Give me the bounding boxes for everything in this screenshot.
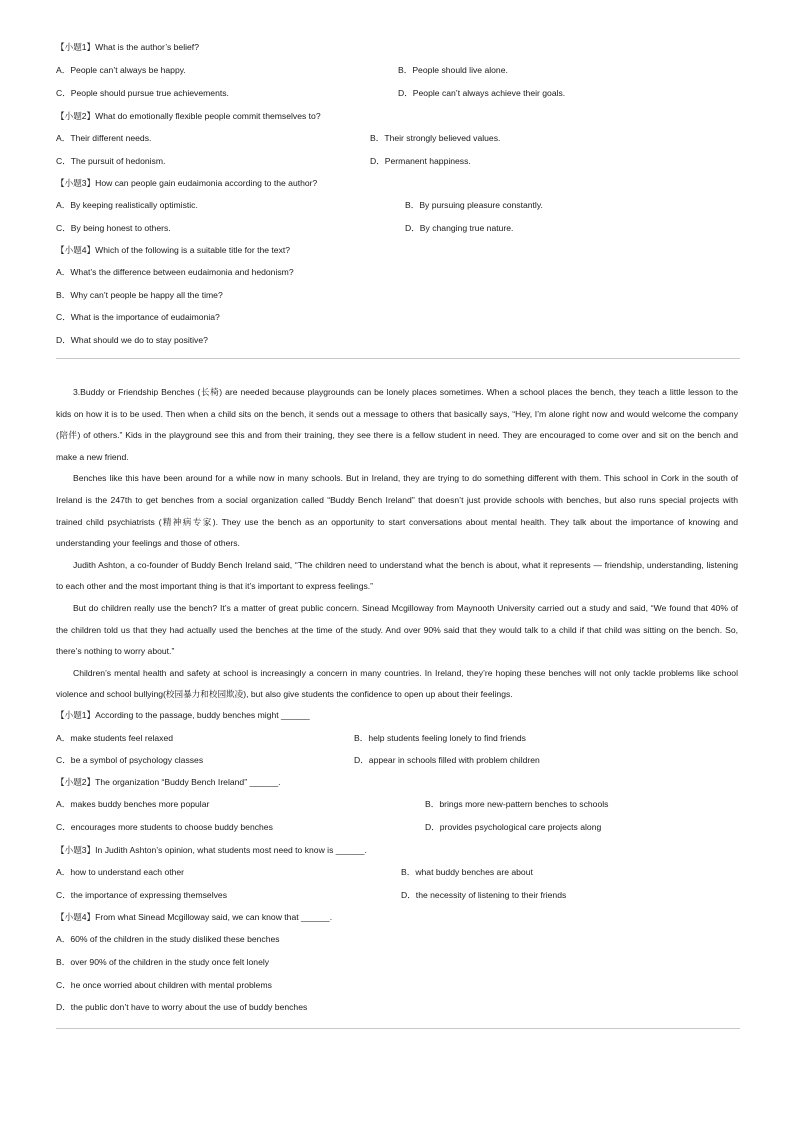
option-a: A．By keeping realistically optimistic.: [56, 200, 198, 210]
option-d: D．What should we do to stay positive?: [56, 335, 208, 345]
question-2-3: 【小题3】In Judith Ashton’s opinion, what students most need to know is ______.: [56, 845, 367, 855]
option-d: D．People can’t always achieve their goals.: [398, 88, 566, 98]
option-a: A．60% of the children in the study disliked these benches: [56, 934, 280, 944]
option-d: D．Permanent happiness.: [370, 156, 471, 166]
option-a: A．People can’t always be happy.: [56, 65, 186, 75]
option-c: C．People should pursue true achievements.: [56, 88, 229, 98]
option-c: C．encourages more students to choose buddy benches: [56, 822, 273, 832]
option-b: B．over 90% of the children in the study once felt lonely: [56, 957, 270, 967]
question-2-4: 【小题4】From what Sinead Mcgilloway said, we can know that ______.: [56, 912, 333, 922]
section-divider: [56, 1028, 740, 1029]
option-c: C．By being honest to others.: [56, 223, 171, 233]
option-b: B．brings more new-pattern benches to schools: [425, 799, 609, 809]
option-d: D．By changing true nature.: [405, 223, 514, 233]
section-divider: [56, 358, 740, 359]
option-d: D．provides psychological care projects along: [425, 822, 602, 832]
option-c: C．be a symbol of psychology classes: [56, 755, 204, 765]
option-b: B．Their strongly believed values.: [370, 133, 501, 143]
question-2-1: 【小题1】According to the passage, buddy benches might ______: [56, 710, 310, 720]
option-c: C．the importance of expressing themselves: [56, 890, 227, 900]
passage-paragraph: Benches like this have been around for a while now in many schools. But in Ireland, they are trying to do something different with them. This school in Cork in the south of Ireland is the 247th to get benches from a social organization called “Buddy Bench Ireland” that doesn’t just provide schools with benches, but also runs special projects with trained child psychiatrists (精神病专家). They use the bench as an opportunity to start conversations about mental health. They talk about the importance of knowing and understanding your feelings and those of others.: [56, 473, 738, 549]
passage-paragraph: Judith Ashton, a co-founder of Buddy Bench Ireland said, “The children need to understand what the bench is about, what it represents — friendship, understanding, listening to each other and the most important thing is that it’s important to express feelings.”: [56, 559, 738, 592]
option-d: D．the necessity of listening to their friends: [401, 890, 567, 900]
option-c: C．he once worried about children with mental problems: [56, 980, 272, 990]
question-1-4: 【小题4】Which of the following is a suitable title for the text?: [56, 245, 291, 255]
option-a: A．makes buddy benches more popular: [56, 799, 210, 809]
option-a: A．make students feel relaxed: [56, 733, 174, 743]
option-b: B．what buddy benches are about: [401, 867, 533, 877]
passage-3: [56, 382, 738, 706]
option-d: D．the public don’t have to worry about the use of buddy benches: [56, 1002, 308, 1012]
question-1-3: 【小题3】How can people gain eudaimonia according to the author?: [56, 178, 318, 188]
option-a: A．What’s the difference between eudaimonia and hedonism?: [56, 267, 294, 277]
option-b: B．help students feeling lonely to find friends: [354, 733, 526, 743]
question-1-1: 【小题1】What is the author’s belief?: [56, 42, 199, 52]
passage-paragraph: 3.Buddy or Friendship Benches (长椅) are needed because playgrounds can be lonely places sometimes. When a school places the bench, they teach a little lesson to the kids on how it is to be used. Then when a child sits on the bench, it sends out a message to others that basically says, “Hey, I’m alone right now and would welcome the company (陪伴) of others.” Kids in the playground see this and from their training, they see there is a fellow student in need. They are encouraged to come over and sit on the bench and make a new friend.: [56, 387, 738, 462]
option-b: B．By pursuing pleasure constantly.: [405, 200, 543, 210]
option-d: D．appear in schools filled with problem children: [354, 755, 540, 765]
option-b: B．People should live alone.: [398, 65, 508, 75]
question-2-2: 【小题2】The organization “Buddy Bench Ireland” ______.: [56, 777, 281, 787]
option-c: C．The pursuit of hedonism.: [56, 156, 166, 166]
passage-paragraph: Children’s mental health and safety at school is increasingly a concern in many countries. In Ireland, they’re hoping these benches will not only tackle problems like school violence and school bullying(校园暴力和校园欺凌), but also give students the confidence to open up about their feelings.: [56, 667, 738, 700]
passage-paragraph: But do children really use the bench? It’s a matter of great public concern. Sinead Mcgilloway from Maynooth University carried out a study and said, “We found that 40% of the children told us that they had actually used the benches at the time of the study. And over 90% said that they would talk to a child if that child was sitting on the bench. So, there’s nothing to worry about.”: [56, 602, 738, 657]
option-a: A．how to understand each other: [56, 867, 185, 877]
option-c: C．What is the importance of eudaimonia?: [56, 312, 220, 322]
option-b: B．Why can’t people be happy all the time?: [56, 290, 223, 300]
question-1-2: 【小题2】What do emotionally flexible people commit themselves to?: [56, 111, 321, 121]
option-a: A．Their different needs.: [56, 133, 152, 143]
